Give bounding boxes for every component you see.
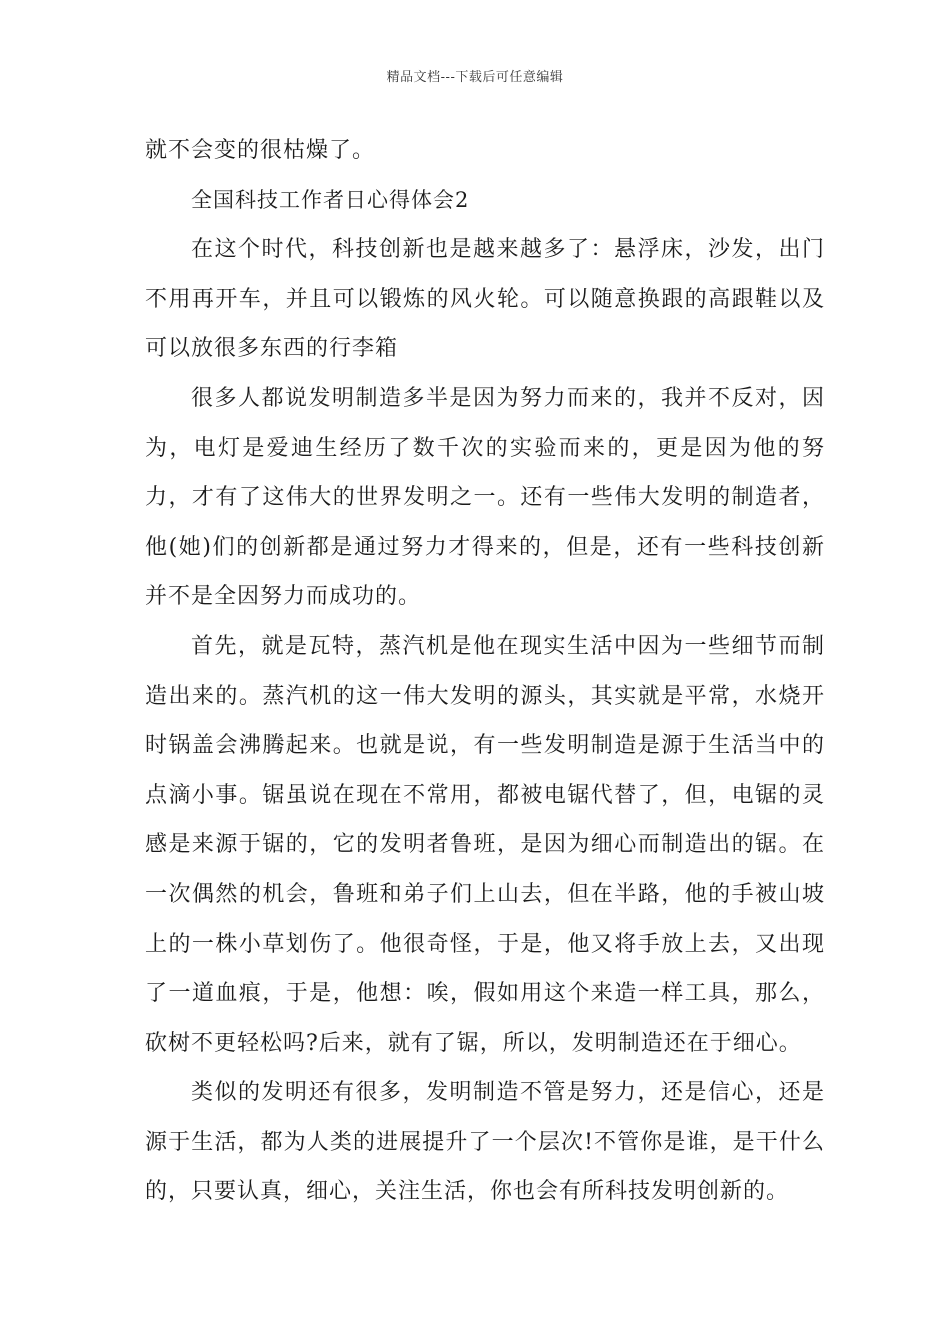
paragraph: 类似的发明还有很多，发明制造不管是努力，还是信心，还是源于生活，都为人类的进展提升了一个层次!不管你是谁，是干什么的，只要认真，细心，关注生活，你也会有所科技发明创新的。 (145, 1080, 825, 1205)
paragraph: 很多人都说发明制造多半是因为努力而来的，我并不反对，因为，电灯是爱迪生经历了数千次的实验而来的，更是因为他的努力，才有了这伟大的世界发明之一。还有一些伟大发明的制造者，他(她)们的创新都是通过努力才得来的，但是，还有一些科技创新并不是全因努力而成功的。 (145, 385, 825, 610)
paragraph: 在这个时代，科技创新也是越来越多了：悬浮床，沙发，出门不用再开车，并且可以锻炼的风火轮。可以随意换跟的高跟鞋以及可以放很多东西的行李箱 (145, 237, 825, 362)
document-body (145, 126, 825, 1217)
page-header: 精品文档---下载后可任意编辑 (386, 70, 564, 85)
section-heading: 全国科技工作者日心得体会2 (191, 187, 470, 212)
paragraph: 首先，就是瓦特，蒸汽机是他在现实生活中因为一些细节而制造出来的。蒸汽机的这一伟大发明的源头，其实就是平常，水烧开时锅盖会沸腾起来。也就是说，有一些发明制造是源于生活当中的点滴小事。锯虽说在现在不常用，都被电锯代替了，但，电锯的灵感是来源于锯的，它的发明者鲁班，是因为细心而制造出的锯。在一次偶然的机会，鲁班和弟子们上山去，但在半路，他的手被山坡上的一株小草划伤了。他很奇怪，于是，他又将手放上去，又出现了一道血痕，于是，他想：唉，假如用这个来造一样工具，那么，砍树不更轻松吗?后来，就有了锯，所以，发明制造还在于细心。 (145, 633, 825, 1056)
continuation-paragraph: 就不会变的很枯燥了。 (145, 138, 376, 163)
